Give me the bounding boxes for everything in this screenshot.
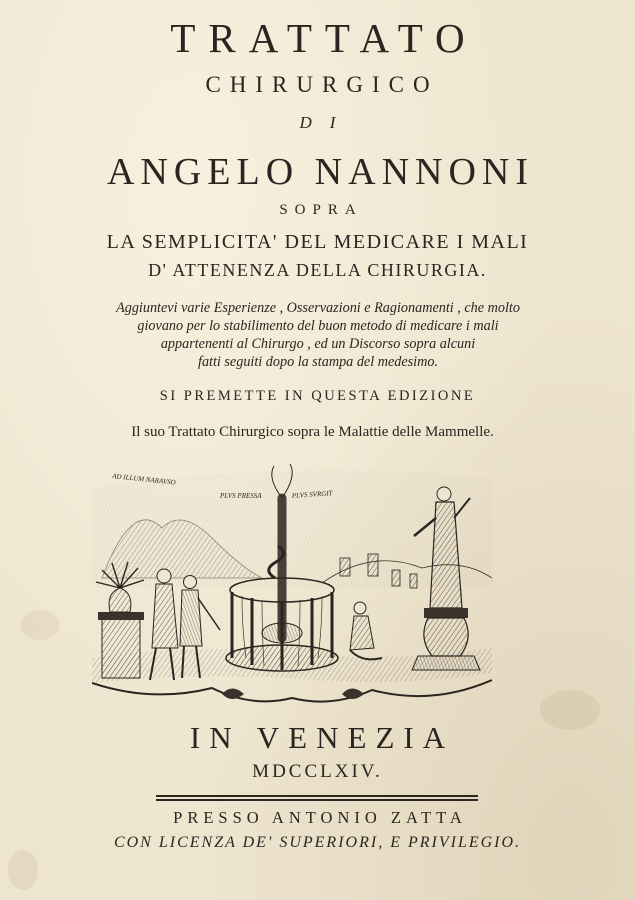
vignette-motto-middle: PLVS PRESSA — [220, 492, 262, 500]
description-line: Aggiuntevi varie Esperienze , Osservazioni e Ragionamenti , che molto — [116, 300, 520, 316]
edition-note: SI PREMETTE IN QUESTA EDIZIONE — [159, 388, 476, 404]
double-rule — [156, 795, 478, 801]
imprint-city: IN VENEZIA — [189, 720, 455, 755]
paper-stain — [8, 850, 38, 890]
author-name: ANGELO NANNONI — [106, 151, 534, 193]
printer-name: PRESSO ANTONIO ZATTA — [173, 808, 467, 827]
description-line: appartenenti al Chirurgo , ed un Discorso sopra alcuni — [160, 336, 476, 352]
book-subtitle: CHIRURGICO — [205, 72, 439, 97]
author-prefix: DI — [299, 113, 354, 132]
vignette-motto-left: AD ILLUM NARAVSO — [111, 472, 177, 487]
paper-stain — [20, 610, 60, 640]
description-line: fatti seguiti dopo la stampa del medesimo. — [198, 354, 438, 370]
license-line: CON LICENZA DE' SUPERIORI, E PRIVILEGIO. — [113, 834, 522, 851]
vignette-motto-right: PLVS SVRGIT — [291, 489, 333, 500]
book-title: TRATTATO — [170, 15, 478, 61]
description-block — [38, 299, 598, 371]
topic-line-1: LA SEMPLICITA' DEL MEDICARE I MALI — [106, 231, 529, 253]
sopra-label: SOPRA — [279, 202, 363, 218]
engraved-vignette-icon — [92, 458, 492, 708]
description-line: giovano per lo stabilimento del buon metodo di medicare i mali — [137, 318, 499, 334]
additional-work: Il suo Trattato Chirurgico sopra le Malattie delle Mammelle. — [131, 424, 494, 440]
topic-line-2: D' ATTENENZA DELLA CHIRURGIA. — [148, 260, 487, 280]
imprint-year: MDCCLXIV. — [252, 761, 383, 782]
